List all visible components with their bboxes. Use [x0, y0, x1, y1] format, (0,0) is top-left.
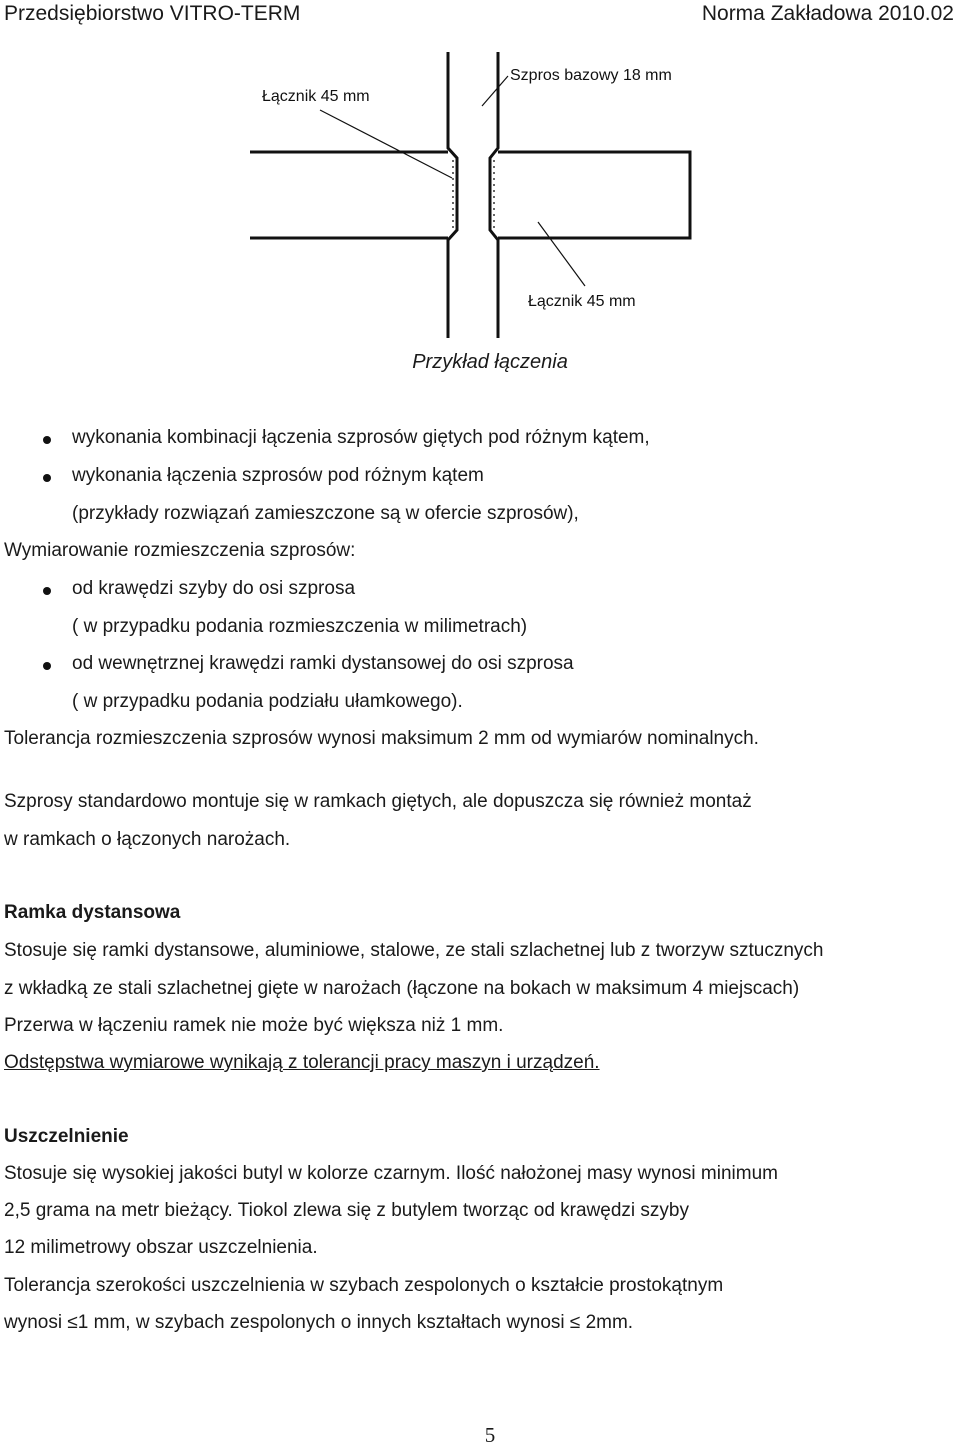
- leader-line-top-left: [320, 110, 452, 178]
- mounting-text-line-1: Szprosy standardowo montuje się w ramkach giętych, ale dopuszcza się również montaż: [4, 791, 752, 812]
- dimension-heading: Wymiarowanie rozmieszczenia szprosów:: [4, 540, 356, 561]
- list-item-continuation: ( w przypadku podania rozmieszczenia w milimetrach): [72, 616, 528, 637]
- seal-line-3: 12 milimetrowy obszar uszczelnienia.: [4, 1237, 318, 1258]
- seal-line-4: Tolerancja szerokości uszczelnienia w szybach zespolonych o kształcie prostokątnym: [4, 1275, 724, 1296]
- spacer-line-2: z wkładką ze stali szlachetnej gięte w narożach (łączone na bokach w maksimum 4 miejscach): [4, 978, 800, 999]
- header-norm: Norma Zakładowa 2010.02: [701, 2, 954, 25]
- list-item-continuation: ( w przypadku podania podziału ułamkowego).: [72, 691, 463, 712]
- bullet-icon: [43, 436, 51, 444]
- label-top-right: Szpros bazowy 18 mm: [510, 67, 672, 84]
- seal-line-2: 2,5 grama na metr bieżący. Tiokol zlewa się z butylem tworząc od krawędzi szyby: [4, 1200, 689, 1221]
- spacer-line-3: Przerwa w łączeniu ramek nie może być większa niż 1 mm.: [4, 1015, 504, 1036]
- list-item: wykonania kombinacji łączenia szprosów giętych pod różnym kątem,: [72, 427, 650, 448]
- label-top-left: Łącznik 45 mm: [262, 88, 370, 105]
- tolerance-text: Tolerancja rozmieszczenia szprosów wynosi maksimum 2 mm od wymiarów nominalnych.: [4, 728, 759, 749]
- spacer-heading: Ramka dystansowa: [4, 902, 181, 923]
- list-item: wykonania łączenia szprosów pod różnym kątem: [72, 465, 484, 486]
- seal-line-5: wynosi ≤1 mm, w szybach zespolonych o innych kształtach wynosi ≤ 2mm.: [4, 1312, 634, 1333]
- spacer-line-4: Odstępstwa wymiarowe wynikają z tolerancji pracy maszyn i urządzeń.: [4, 1052, 600, 1073]
- page-number: 5: [484, 1423, 496, 1447]
- list-item: od krawędzi szyby do osi szprosa: [72, 578, 356, 599]
- label-bottom-right: Łącznik 45 mm: [528, 293, 636, 310]
- figure-caption: Przykład łączenia: [412, 351, 568, 373]
- spacer-line-1: Stosuje się ramki dystansowe, aluminiowe, stalowe, ze stali szlachetnej lub z tworzyw sztucznych: [4, 940, 824, 961]
- bullet-icon: [43, 587, 51, 595]
- list-item-continuation: (przykłady rozwiązań zamieszczone są w ofercie szprosów),: [72, 503, 579, 524]
- mounting-text-line-2: w ramkach o łączonych narożach.: [4, 829, 291, 850]
- muntin-joint-diagram: [250, 50, 700, 340]
- header-company: Przedsiębiorstwo VITRO-TERM: [4, 2, 301, 25]
- bullet-icon: [43, 474, 51, 482]
- bullet-icon: [43, 662, 51, 670]
- list-item: od wewnętrznej krawędzi ramki dystansowej do osi szprosa: [72, 653, 574, 674]
- muntin-joint-drawing: [250, 50, 700, 340]
- horizontal-muntin: [250, 152, 690, 238]
- leader-line-bottom-right: [538, 222, 585, 286]
- vertical-muntin: [448, 52, 498, 338]
- leader-line-top-right: [482, 76, 508, 106]
- seal-heading: Uszczelnienie: [4, 1126, 129, 1147]
- seal-line-1: Stosuje się wysokiej jakości butyl w kolorze czarnym. Ilość nałożonej masy wynosi minimum: [4, 1163, 778, 1184]
